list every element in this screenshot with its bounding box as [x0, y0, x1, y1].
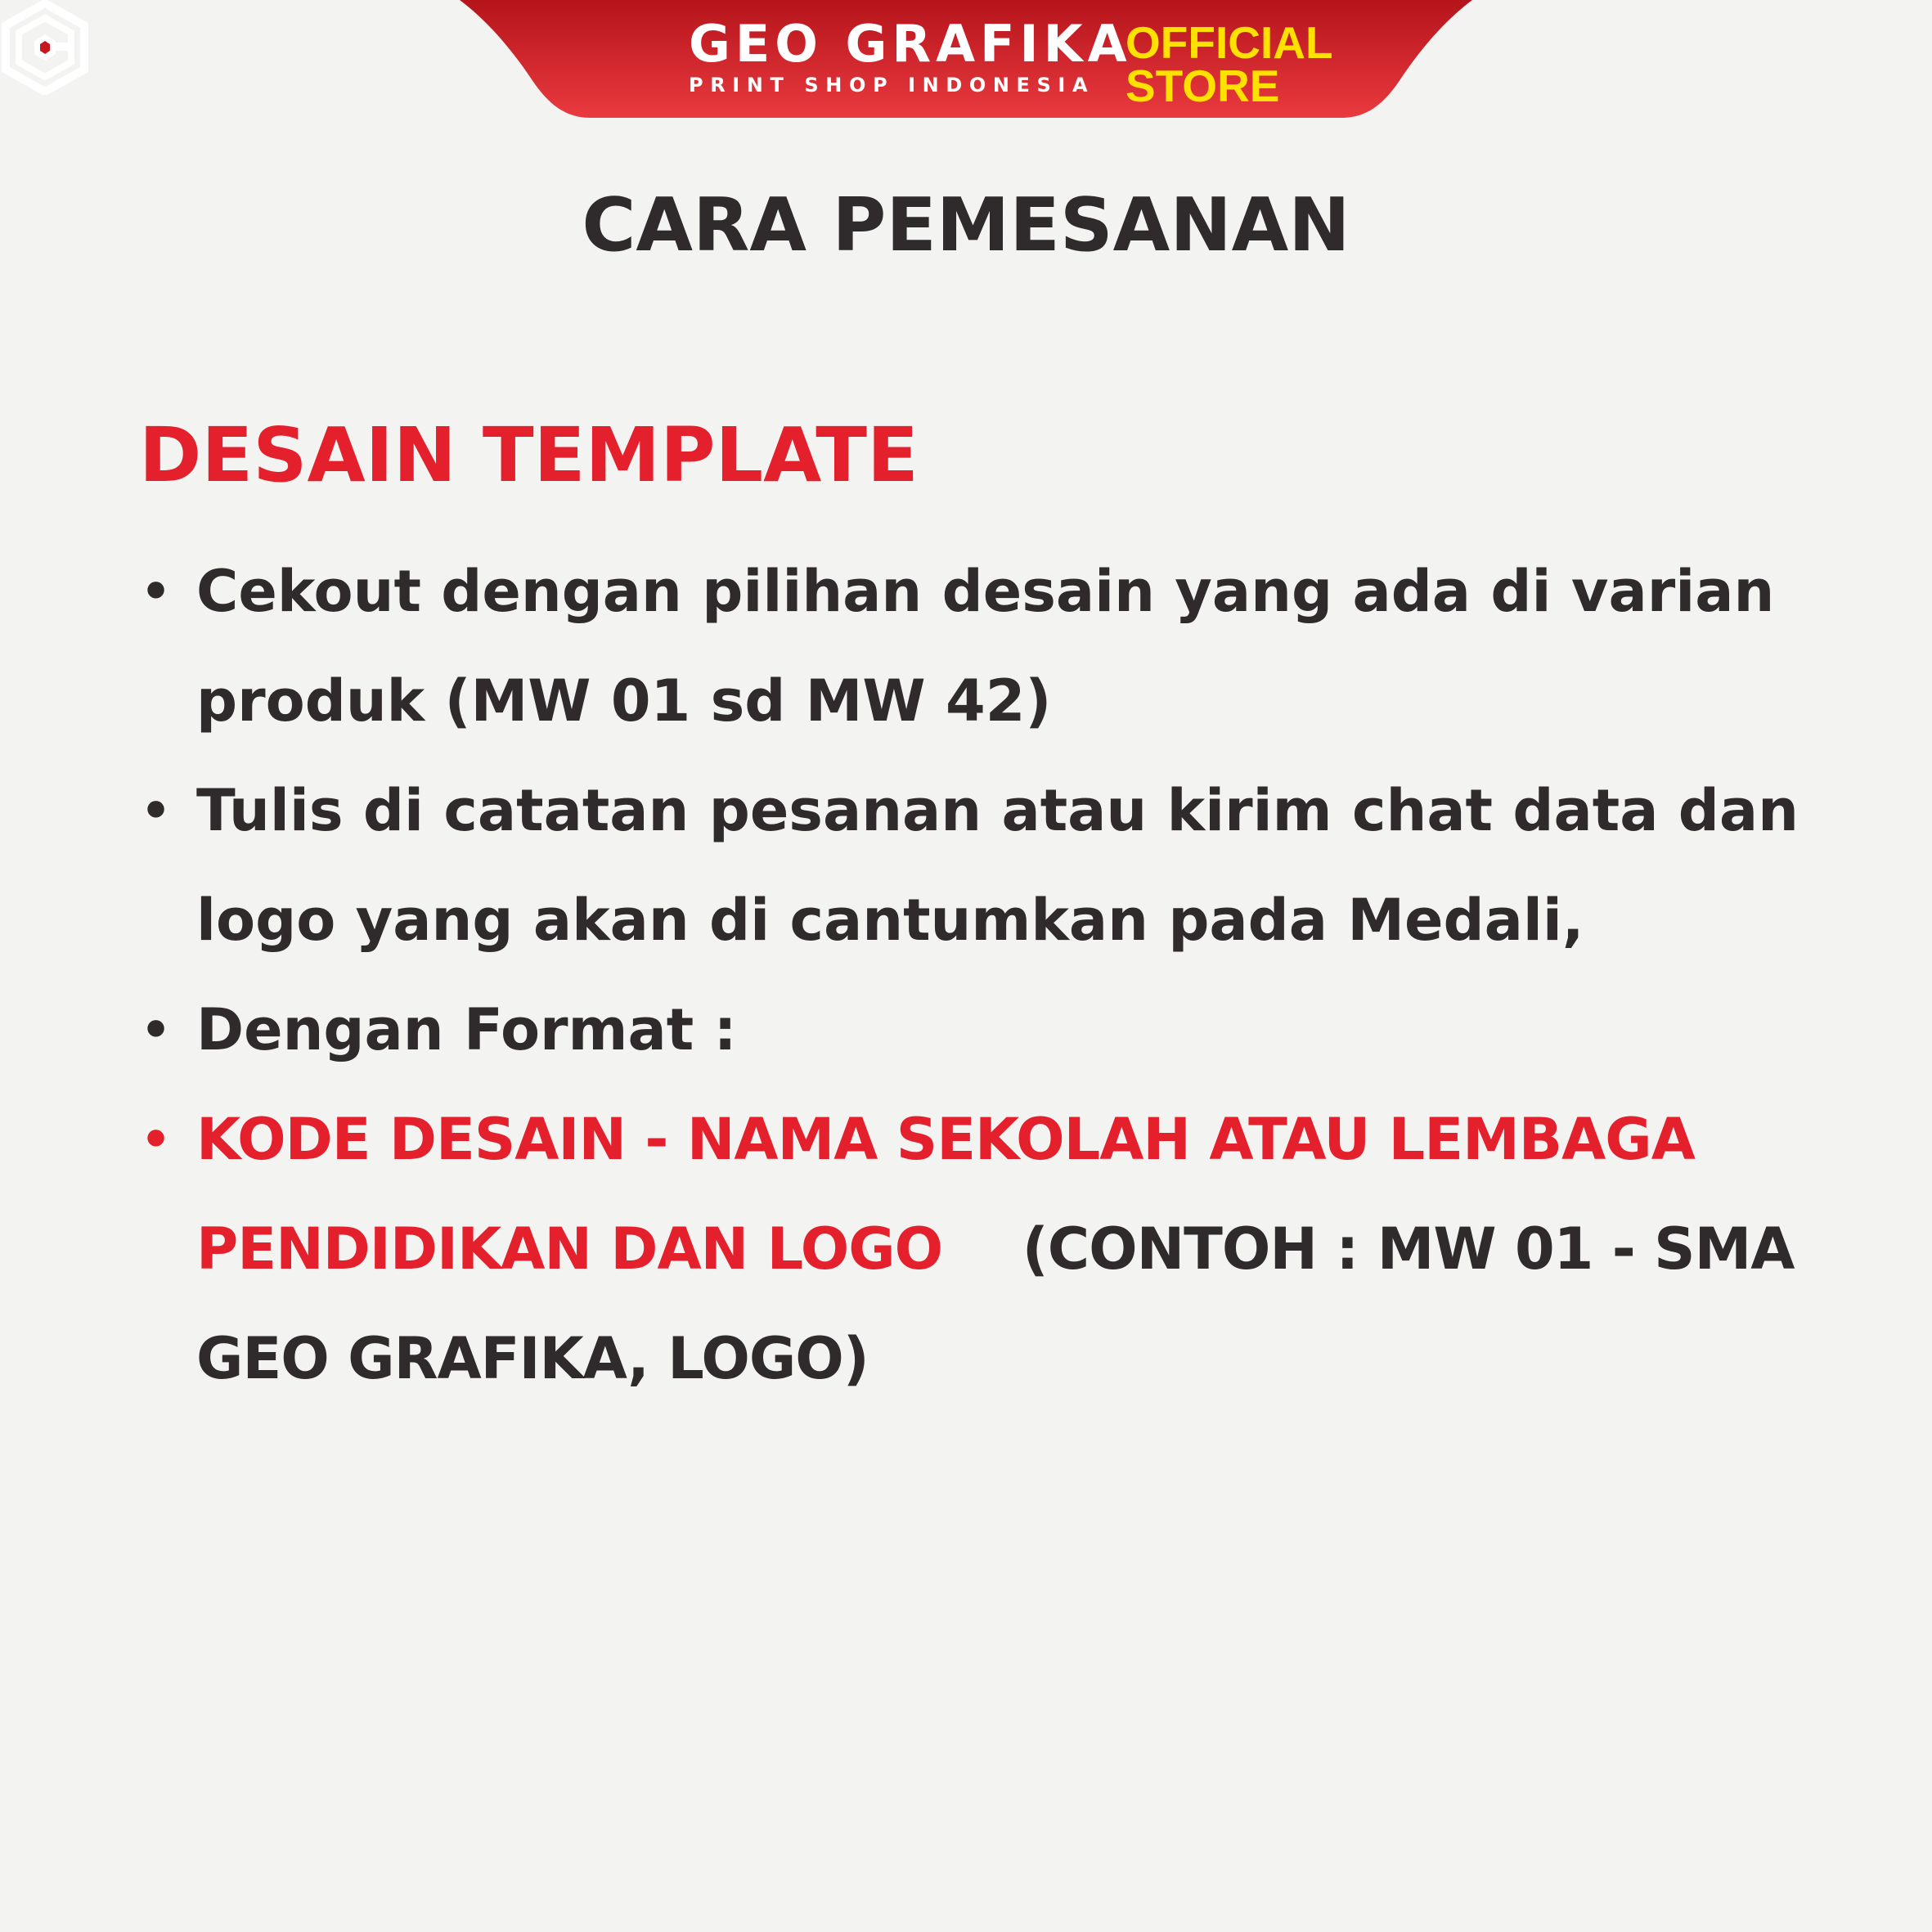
store-label: STORE [1126, 61, 1280, 111]
brand-name: GEO GRAFIKA [689, 14, 1132, 74]
list-item-text: Dengan Format : [196, 996, 737, 1063]
bullet-dot-icon: • [141, 783, 172, 838]
geo-grafika-logo-icon [0, 0, 90, 95]
list-item [139, 1085, 1808, 1413]
list-item-text: Tulis di catatan pesanan atau kirim chat data dan logo yang akan di cantumkan pada Medali, [196, 777, 1799, 954]
list-item-text: Cekout dengan pilihan desain yang ada di varian produk (MW 01 sd MW 42) [196, 558, 1775, 735]
format-code-text: KODE DESAIN - NAMA SEKOLAH ATAU LEMBAGA PENDIDIKAN DAN LOGO [196, 1106, 1695, 1283]
instruction-list [139, 537, 1808, 1413]
bullet-dot-icon: • [141, 564, 172, 619]
bullet-dot-icon: • [141, 1002, 172, 1058]
section-title: DESAIN TEMPLATE [139, 411, 919, 499]
page-title: CARA PEMESANAN [582, 182, 1350, 268]
list-item [139, 756, 1808, 975]
official-label: OFFICIAL [1126, 17, 1333, 68]
list-item [139, 975, 1808, 1085]
format-example-text: (CONTOH : MW 01 - SMA GEO GRAFIKA, LOGO) [196, 1215, 1795, 1392]
brand-tagline: PRINT SHOP INDONESIA [689, 74, 1095, 97]
header-banner [0, 0, 1932, 131]
bullet-dot-icon: • [141, 1112, 172, 1167]
list-item [139, 537, 1808, 756]
